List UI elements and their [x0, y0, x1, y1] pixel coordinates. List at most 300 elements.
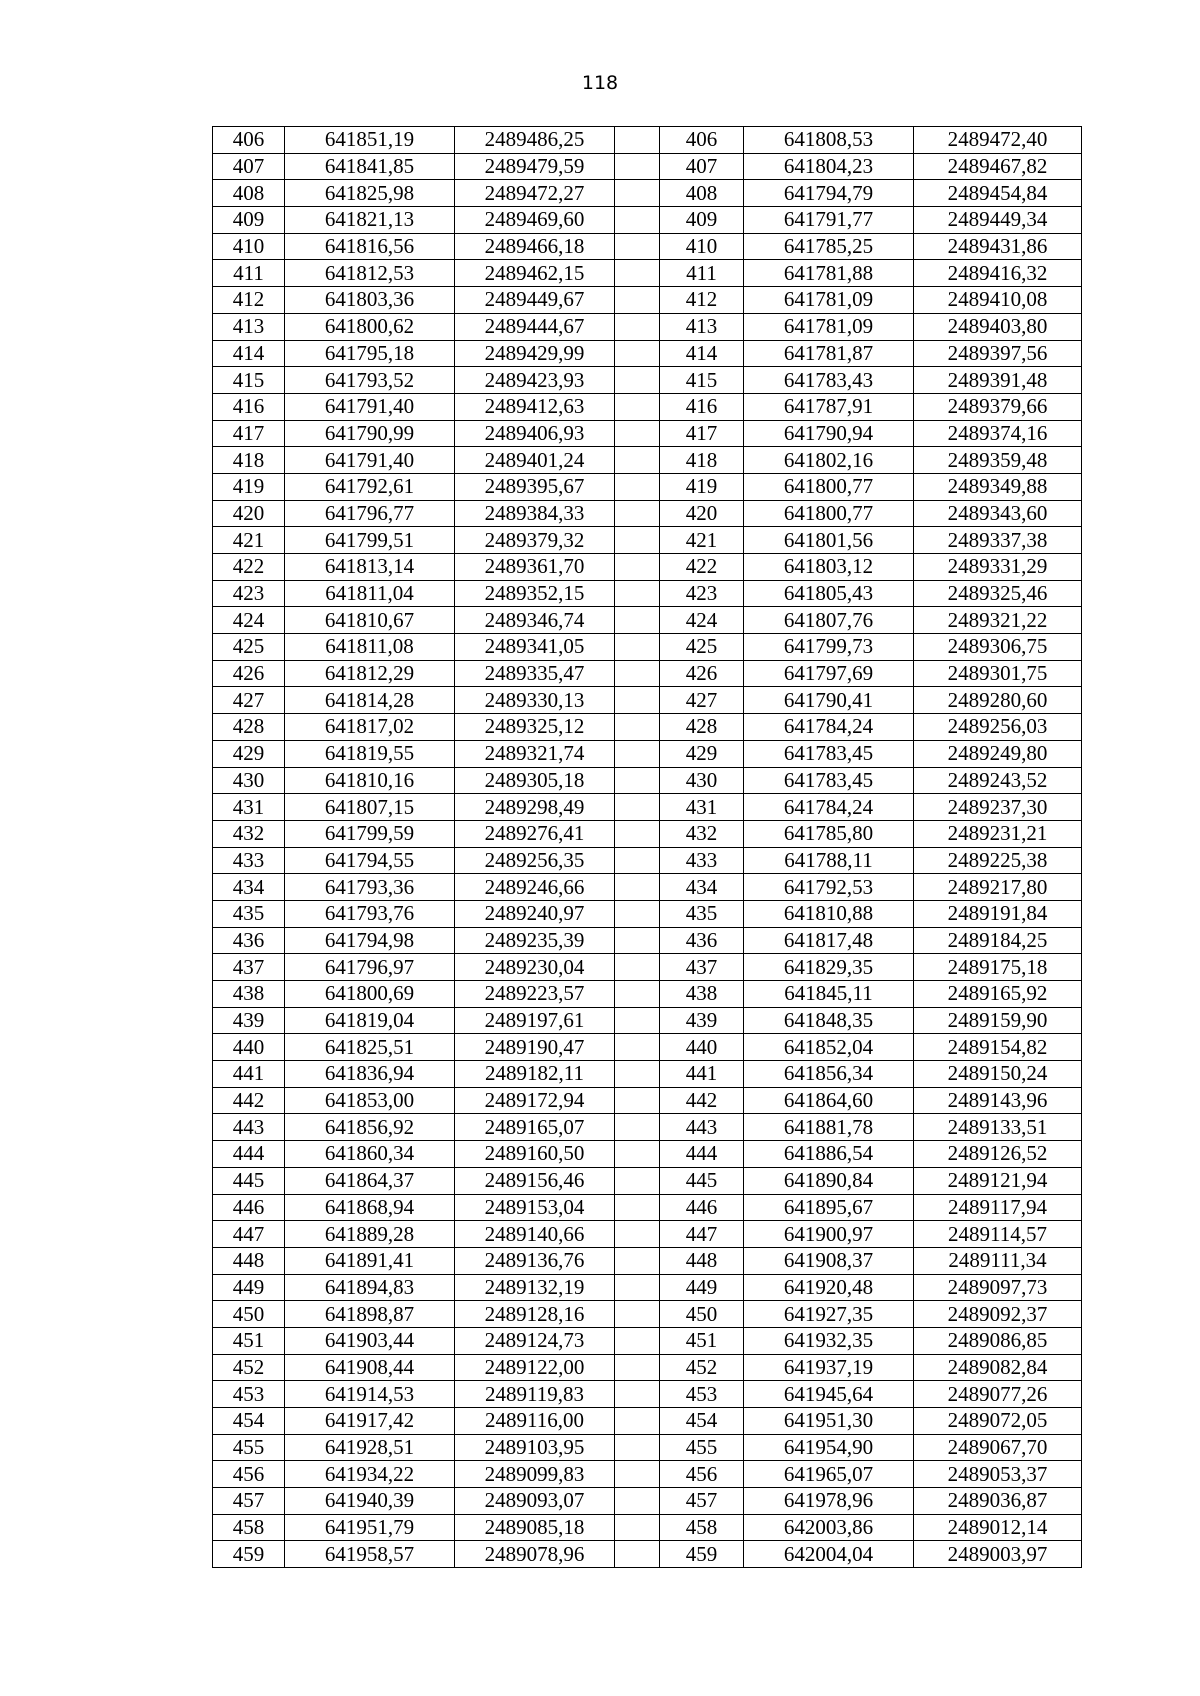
blank-cell [615, 1221, 660, 1248]
point-number-cell: 447 [213, 1221, 285, 1248]
y-coordinate-cell: 2489397,56 [914, 340, 1082, 367]
x-coordinate-cell: 641785,80 [744, 820, 914, 847]
table-row [213, 153, 1082, 180]
point-number-cell: 422 [213, 554, 285, 581]
point-number-cell: 411 [213, 260, 285, 287]
point-number-cell: 445 [213, 1167, 285, 1194]
point-number-cell: 417 [660, 420, 744, 447]
y-coordinate-cell: 2489159,90 [914, 1007, 1082, 1034]
point-number-cell: 434 [213, 874, 285, 901]
point-number-cell: 416 [213, 393, 285, 420]
point-number-cell: 449 [213, 1274, 285, 1301]
y-coordinate-cell: 2489053,37 [914, 1461, 1082, 1488]
y-coordinate-cell: 2489136,76 [455, 1247, 615, 1274]
table-row [213, 447, 1082, 474]
x-coordinate-cell: 641903,44 [285, 1327, 455, 1354]
x-coordinate-cell: 641914,53 [285, 1381, 455, 1408]
x-coordinate-cell: 641890,84 [744, 1167, 914, 1194]
point-number-cell: 418 [213, 447, 285, 474]
x-coordinate-cell: 641781,88 [744, 260, 914, 287]
x-coordinate-cell: 641807,76 [744, 607, 914, 634]
x-coordinate-cell: 641783,45 [744, 740, 914, 767]
point-number-cell: 455 [660, 1434, 744, 1461]
point-number-cell: 455 [213, 1434, 285, 1461]
y-coordinate-cell: 2489097,73 [914, 1274, 1082, 1301]
point-number-cell: 439 [213, 1007, 285, 1034]
y-coordinate-cell: 2489410,08 [914, 287, 1082, 314]
y-coordinate-cell: 2489082,84 [914, 1354, 1082, 1381]
x-coordinate-cell: 641881,78 [744, 1114, 914, 1141]
blank-cell [615, 1541, 660, 1568]
x-coordinate-cell: 641800,62 [285, 313, 455, 340]
y-coordinate-cell: 2489133,51 [914, 1114, 1082, 1141]
table-row [213, 500, 1082, 527]
point-number-cell: 442 [213, 1087, 285, 1114]
y-coordinate-cell: 2489343,60 [914, 500, 1082, 527]
y-coordinate-cell: 2489449,67 [455, 287, 615, 314]
point-number-cell: 412 [660, 287, 744, 314]
x-coordinate-cell: 641927,35 [744, 1301, 914, 1328]
x-coordinate-cell: 641794,98 [285, 927, 455, 954]
blank-cell [615, 794, 660, 821]
y-coordinate-cell: 2489346,74 [455, 607, 615, 634]
table-row [213, 233, 1082, 260]
x-coordinate-cell: 641886,54 [744, 1141, 914, 1168]
y-coordinate-cell: 2489469,60 [455, 207, 615, 234]
y-coordinate-cell: 2489217,80 [914, 874, 1082, 901]
table-row [213, 847, 1082, 874]
y-coordinate-cell: 2489012,14 [914, 1514, 1082, 1541]
table-row [213, 607, 1082, 634]
point-number-cell: 450 [660, 1301, 744, 1328]
blank-cell [615, 1327, 660, 1354]
x-coordinate-cell: 641908,44 [285, 1354, 455, 1381]
point-number-cell: 415 [213, 367, 285, 394]
table-row [213, 1488, 1082, 1515]
y-coordinate-cell: 2489231,21 [914, 820, 1082, 847]
x-coordinate-cell: 641795,18 [285, 340, 455, 367]
y-coordinate-cell: 2489165,92 [914, 981, 1082, 1008]
x-coordinate-cell: 641934,22 [285, 1461, 455, 1488]
y-coordinate-cell: 2489406,93 [455, 420, 615, 447]
x-coordinate-cell: 641808,53 [744, 127, 914, 154]
table-row [213, 714, 1082, 741]
point-number-cell: 425 [660, 634, 744, 661]
point-number-cell: 409 [660, 207, 744, 234]
table-row [213, 1007, 1082, 1034]
blank-cell [615, 927, 660, 954]
table-row [213, 1114, 1082, 1141]
x-coordinate-cell: 641794,79 [744, 180, 914, 207]
x-coordinate-cell: 641792,61 [285, 473, 455, 500]
y-coordinate-cell: 2489132,19 [455, 1274, 615, 1301]
y-coordinate-cell: 2489093,07 [455, 1488, 615, 1515]
x-coordinate-cell: 641781,09 [744, 287, 914, 314]
y-coordinate-cell: 2489379,32 [455, 527, 615, 554]
y-coordinate-cell: 2489423,93 [455, 367, 615, 394]
table-row [213, 954, 1082, 981]
blank-cell [615, 127, 660, 154]
x-coordinate-cell: 641937,19 [744, 1354, 914, 1381]
y-coordinate-cell: 2489449,34 [914, 207, 1082, 234]
y-coordinate-cell: 2489384,33 [455, 500, 615, 527]
y-coordinate-cell: 2489172,94 [455, 1087, 615, 1114]
x-coordinate-cell: 641825,51 [285, 1034, 455, 1061]
y-coordinate-cell: 2489256,03 [914, 714, 1082, 741]
point-number-cell: 432 [660, 820, 744, 847]
point-number-cell: 407 [213, 153, 285, 180]
point-number-cell: 459 [660, 1541, 744, 1568]
x-coordinate-cell: 641796,97 [285, 954, 455, 981]
blank-cell [615, 1408, 660, 1435]
blank-cell [615, 1141, 660, 1168]
blank-cell [615, 1434, 660, 1461]
y-coordinate-cell: 2489325,12 [455, 714, 615, 741]
table-row [213, 367, 1082, 394]
y-coordinate-cell: 2489467,82 [914, 153, 1082, 180]
x-coordinate-cell: 641852,04 [744, 1034, 914, 1061]
x-coordinate-cell: 641796,77 [285, 500, 455, 527]
blank-cell [615, 687, 660, 714]
y-coordinate-cell: 2489444,67 [455, 313, 615, 340]
y-coordinate-cell: 2489359,48 [914, 447, 1082, 474]
x-coordinate-cell: 641804,23 [744, 153, 914, 180]
y-coordinate-cell: 2489175,18 [914, 954, 1082, 981]
table-row [213, 1141, 1082, 1168]
x-coordinate-cell: 641799,73 [744, 634, 914, 661]
y-coordinate-cell: 2489280,60 [914, 687, 1082, 714]
blank-cell [615, 981, 660, 1008]
x-coordinate-cell: 641783,43 [744, 367, 914, 394]
table-row [213, 1247, 1082, 1274]
y-coordinate-cell: 2489140,66 [455, 1221, 615, 1248]
point-number-cell: 441 [660, 1061, 744, 1088]
point-number-cell: 423 [660, 580, 744, 607]
x-coordinate-cell: 642003,86 [744, 1514, 914, 1541]
y-coordinate-cell: 2489160,50 [455, 1141, 615, 1168]
y-coordinate-cell: 2489116,00 [455, 1408, 615, 1435]
y-coordinate-cell: 2489416,32 [914, 260, 1082, 287]
x-coordinate-cell: 641813,14 [285, 554, 455, 581]
y-coordinate-cell: 2489246,66 [455, 874, 615, 901]
x-coordinate-cell: 641900,97 [744, 1221, 914, 1248]
x-coordinate-cell: 641803,36 [285, 287, 455, 314]
x-coordinate-cell: 641791,40 [285, 447, 455, 474]
blank-cell [615, 900, 660, 927]
blank-cell [615, 1488, 660, 1515]
y-coordinate-cell: 2489391,48 [914, 367, 1082, 394]
y-coordinate-cell: 2489126,52 [914, 1141, 1082, 1168]
blank-cell [615, 1354, 660, 1381]
y-coordinate-cell: 2489472,27 [455, 180, 615, 207]
y-coordinate-cell: 2489305,18 [455, 767, 615, 794]
table-row [213, 1194, 1082, 1221]
y-coordinate-cell: 2489237,30 [914, 794, 1082, 821]
point-number-cell: 414 [213, 340, 285, 367]
point-number-cell: 424 [660, 607, 744, 634]
table-row [213, 1408, 1082, 1435]
y-coordinate-cell: 2489128,16 [455, 1301, 615, 1328]
point-number-cell: 419 [660, 473, 744, 500]
point-number-cell: 430 [660, 767, 744, 794]
y-coordinate-cell: 2489117,94 [914, 1194, 1082, 1221]
y-coordinate-cell: 2489298,49 [455, 794, 615, 821]
x-coordinate-cell: 641814,28 [285, 687, 455, 714]
x-coordinate-cell: 641868,94 [285, 1194, 455, 1221]
point-number-cell: 428 [660, 714, 744, 741]
y-coordinate-cell: 2489337,38 [914, 527, 1082, 554]
x-coordinate-cell: 641895,67 [744, 1194, 914, 1221]
point-number-cell: 442 [660, 1087, 744, 1114]
page-number: 118 [581, 72, 619, 94]
point-number-cell: 422 [660, 554, 744, 581]
x-coordinate-cell: 641954,90 [744, 1434, 914, 1461]
point-number-cell: 429 [213, 740, 285, 767]
table-row [213, 340, 1082, 367]
blank-cell [615, 447, 660, 474]
y-coordinate-cell: 2489403,80 [914, 313, 1082, 340]
y-coordinate-cell: 2489301,75 [914, 660, 1082, 687]
blank-cell [615, 820, 660, 847]
y-coordinate-cell: 2489156,46 [455, 1167, 615, 1194]
x-coordinate-cell: 641803,12 [744, 554, 914, 581]
table-row [213, 420, 1082, 447]
x-coordinate-cell: 641851,19 [285, 127, 455, 154]
point-number-cell: 436 [660, 927, 744, 954]
point-number-cell: 421 [660, 527, 744, 554]
point-number-cell: 416 [660, 393, 744, 420]
x-coordinate-cell: 641958,57 [285, 1541, 455, 1568]
blank-cell [615, 1114, 660, 1141]
x-coordinate-cell: 641965,07 [744, 1461, 914, 1488]
y-coordinate-cell: 2489036,87 [914, 1488, 1082, 1515]
x-coordinate-cell: 641790,99 [285, 420, 455, 447]
table-row [213, 393, 1082, 420]
table-row [213, 1381, 1082, 1408]
point-number-cell: 435 [660, 900, 744, 927]
blank-cell [615, 954, 660, 981]
table-row [213, 1301, 1082, 1328]
x-coordinate-cell: 641800,77 [744, 473, 914, 500]
point-number-cell: 428 [213, 714, 285, 741]
point-number-cell: 417 [213, 420, 285, 447]
blank-cell [615, 393, 660, 420]
x-coordinate-cell: 641891,41 [285, 1247, 455, 1274]
y-coordinate-cell: 2489249,80 [914, 740, 1082, 767]
y-coordinate-cell: 2489412,63 [455, 393, 615, 420]
y-coordinate-cell: 2489067,70 [914, 1434, 1082, 1461]
y-coordinate-cell: 2489124,73 [455, 1327, 615, 1354]
blank-cell [615, 1247, 660, 1274]
x-coordinate-cell: 641951,79 [285, 1514, 455, 1541]
y-coordinate-cell: 2489003,97 [914, 1541, 1082, 1568]
point-number-cell: 438 [660, 981, 744, 1008]
table-row [213, 1167, 1082, 1194]
point-number-cell: 459 [213, 1541, 285, 1568]
x-coordinate-cell: 641787,91 [744, 393, 914, 420]
x-coordinate-cell: 641793,76 [285, 900, 455, 927]
x-coordinate-cell: 641811,04 [285, 580, 455, 607]
y-coordinate-cell: 2489331,29 [914, 554, 1082, 581]
blank-cell [615, 660, 660, 687]
x-coordinate-cell: 641940,39 [285, 1488, 455, 1515]
y-coordinate-cell: 2489243,52 [914, 767, 1082, 794]
blank-cell [615, 153, 660, 180]
x-coordinate-cell: 641807,15 [285, 794, 455, 821]
y-coordinate-cell: 2489349,88 [914, 473, 1082, 500]
blank-cell [615, 767, 660, 794]
point-number-cell: 424 [213, 607, 285, 634]
y-coordinate-cell: 2489184,25 [914, 927, 1082, 954]
x-coordinate-cell: 641790,41 [744, 687, 914, 714]
table-row [213, 473, 1082, 500]
point-number-cell: 430 [213, 767, 285, 794]
blank-cell [615, 287, 660, 314]
x-coordinate-cell: 641856,92 [285, 1114, 455, 1141]
point-number-cell: 446 [660, 1194, 744, 1221]
x-coordinate-cell: 641812,53 [285, 260, 455, 287]
table-row [213, 527, 1082, 554]
point-number-cell: 435 [213, 900, 285, 927]
y-coordinate-cell: 2489072,05 [914, 1408, 1082, 1435]
point-number-cell: 418 [660, 447, 744, 474]
point-number-cell: 406 [213, 127, 285, 154]
point-number-cell: 438 [213, 981, 285, 1008]
x-coordinate-cell: 641793,52 [285, 367, 455, 394]
x-coordinate-cell: 642004,04 [744, 1541, 914, 1568]
point-number-cell: 457 [660, 1488, 744, 1515]
x-coordinate-cell: 641928,51 [285, 1434, 455, 1461]
blank-cell [615, 1087, 660, 1114]
table-row [213, 981, 1082, 1008]
point-number-cell: 436 [213, 927, 285, 954]
y-coordinate-cell: 2489325,46 [914, 580, 1082, 607]
blank-cell [615, 207, 660, 234]
point-number-cell: 458 [660, 1514, 744, 1541]
x-coordinate-cell: 641821,13 [285, 207, 455, 234]
x-coordinate-cell: 641845,11 [744, 981, 914, 1008]
y-coordinate-cell: 2489235,39 [455, 927, 615, 954]
x-coordinate-cell: 641864,37 [285, 1167, 455, 1194]
x-coordinate-cell: 641848,35 [744, 1007, 914, 1034]
y-coordinate-cell: 2489256,35 [455, 847, 615, 874]
blank-cell [615, 1167, 660, 1194]
point-number-cell: 458 [213, 1514, 285, 1541]
x-coordinate-cell: 641817,48 [744, 927, 914, 954]
y-coordinate-cell: 2489119,83 [455, 1381, 615, 1408]
point-number-cell: 421 [213, 527, 285, 554]
x-coordinate-cell: 641784,24 [744, 714, 914, 741]
x-coordinate-cell: 641864,60 [744, 1087, 914, 1114]
coordinates-table [212, 126, 1082, 1568]
blank-cell [615, 367, 660, 394]
y-coordinate-cell: 2489143,96 [914, 1087, 1082, 1114]
blank-cell [615, 180, 660, 207]
point-number-cell: 450 [213, 1301, 285, 1328]
x-coordinate-cell: 641783,45 [744, 767, 914, 794]
point-number-cell: 413 [213, 313, 285, 340]
point-number-cell: 425 [213, 634, 285, 661]
y-coordinate-cell: 2489103,95 [455, 1434, 615, 1461]
blank-cell [615, 554, 660, 581]
blank-cell [615, 527, 660, 554]
blank-cell [615, 260, 660, 287]
table-row [213, 740, 1082, 767]
x-coordinate-cell: 641799,59 [285, 820, 455, 847]
y-coordinate-cell: 2489092,37 [914, 1301, 1082, 1328]
blank-cell [615, 847, 660, 874]
y-coordinate-cell: 2489121,94 [914, 1167, 1082, 1194]
point-number-cell: 431 [213, 794, 285, 821]
y-coordinate-cell: 2489154,82 [914, 1034, 1082, 1061]
point-number-cell: 420 [660, 500, 744, 527]
point-number-cell: 456 [213, 1461, 285, 1488]
point-number-cell: 433 [213, 847, 285, 874]
table-row [213, 313, 1082, 340]
point-number-cell: 444 [213, 1141, 285, 1168]
x-coordinate-cell: 641932,35 [744, 1327, 914, 1354]
x-coordinate-cell: 641784,24 [744, 794, 914, 821]
table-row [213, 1034, 1082, 1061]
point-number-cell: 409 [213, 207, 285, 234]
y-coordinate-cell: 2489099,83 [455, 1461, 615, 1488]
y-coordinate-cell: 2489114,57 [914, 1221, 1082, 1248]
y-coordinate-cell: 2489352,15 [455, 580, 615, 607]
x-coordinate-cell: 641793,36 [285, 874, 455, 901]
point-number-cell: 443 [213, 1114, 285, 1141]
point-number-cell: 445 [660, 1167, 744, 1194]
y-coordinate-cell: 2489197,61 [455, 1007, 615, 1034]
point-number-cell: 433 [660, 847, 744, 874]
point-number-cell: 426 [213, 660, 285, 687]
x-coordinate-cell: 641860,34 [285, 1141, 455, 1168]
point-number-cell: 432 [213, 820, 285, 847]
blank-cell [615, 340, 660, 367]
point-number-cell: 452 [213, 1354, 285, 1381]
y-coordinate-cell: 2489240,97 [455, 900, 615, 927]
point-number-cell: 412 [213, 287, 285, 314]
y-coordinate-cell: 2489276,41 [455, 820, 615, 847]
x-coordinate-cell: 641785,25 [744, 233, 914, 260]
point-number-cell: 437 [213, 954, 285, 981]
blank-cell [615, 1061, 660, 1088]
point-number-cell: 446 [213, 1194, 285, 1221]
table-row [213, 660, 1082, 687]
blank-cell [615, 580, 660, 607]
point-number-cell: 451 [213, 1327, 285, 1354]
table-row [213, 927, 1082, 954]
x-coordinate-cell: 641791,40 [285, 393, 455, 420]
table-row [213, 900, 1082, 927]
table-row [213, 874, 1082, 901]
blank-cell [615, 1381, 660, 1408]
x-coordinate-cell: 641917,42 [285, 1408, 455, 1435]
y-coordinate-cell: 2489153,04 [455, 1194, 615, 1221]
y-coordinate-cell: 2489466,18 [455, 233, 615, 260]
x-coordinate-cell: 641978,96 [744, 1488, 914, 1515]
point-number-cell: 419 [213, 473, 285, 500]
point-number-cell: 414 [660, 340, 744, 367]
y-coordinate-cell: 2489341,05 [455, 634, 615, 661]
y-coordinate-cell: 2489111,34 [914, 1247, 1082, 1274]
x-coordinate-cell: 641894,83 [285, 1274, 455, 1301]
table-row [213, 820, 1082, 847]
y-coordinate-cell: 2489374,16 [914, 420, 1082, 447]
blank-cell [615, 607, 660, 634]
y-coordinate-cell: 2489122,00 [455, 1354, 615, 1381]
point-number-cell: 444 [660, 1141, 744, 1168]
point-number-cell: 431 [660, 794, 744, 821]
